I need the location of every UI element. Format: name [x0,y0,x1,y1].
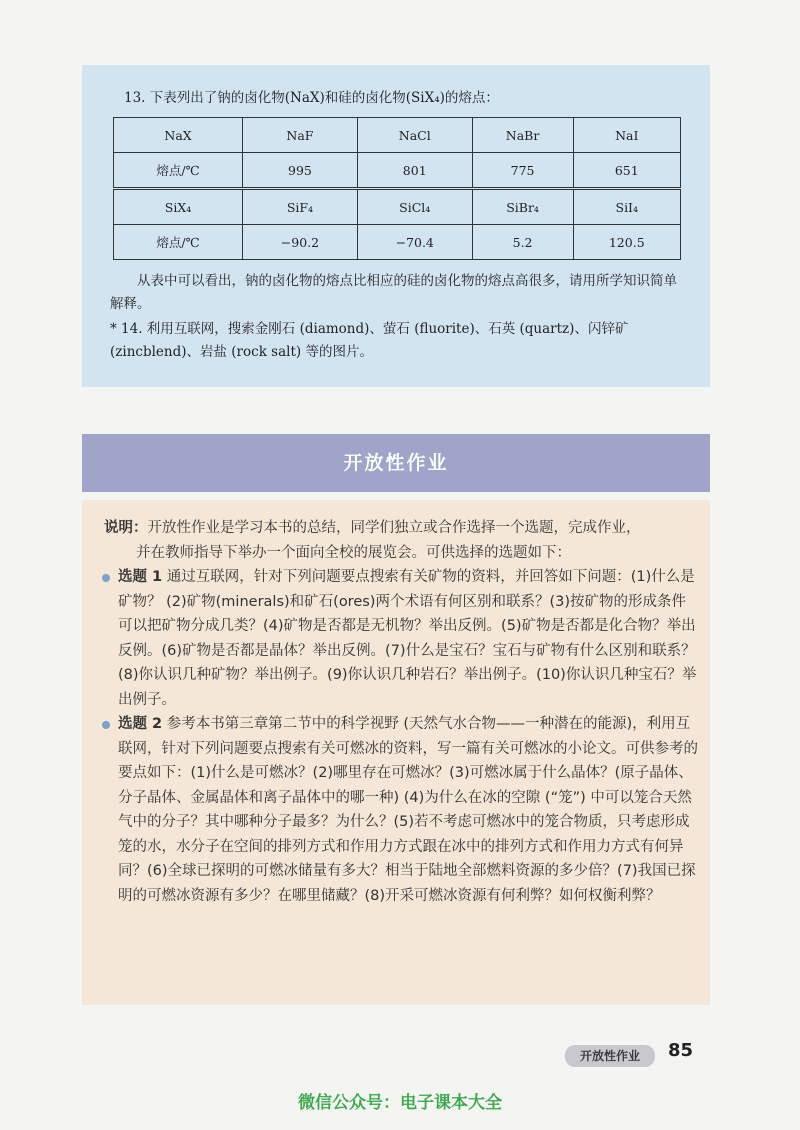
bullet-icon [102,574,110,582]
bullet-icon [102,721,110,729]
table-cell: −70.4 [357,225,472,260]
topic-1-label: 选题 1 [118,569,163,585]
table-cell: 熔点/℃ [114,153,243,189]
table-row [114,153,681,189]
footer-section-tab: 开放性作业 [565,1045,655,1067]
section-title: 开放性作业 [343,452,449,474]
exercise-13-intro: 13. 下表列出了钠的卤化物(NaX)和硅的卤化物(SiX₄)的熔点： [124,90,499,106]
table-cell: 995 [243,153,358,189]
table-cell: −90.2 [243,225,358,260]
note-line-1 [104,516,700,541]
table-cell: NaI [573,118,680,153]
table-cell: NaX [114,118,243,153]
exercise-14-text: * 14. 利用互联网，搜索金刚石 (diamond)、萤石 (fluorite)、石英 (quartz)、闪锌矿 (zincblend)、岩盐 (rock salt) 等的图片。 [110,321,629,360]
page-number: 85 [668,1040,694,1061]
table-cell: 651 [573,153,680,189]
table-cell: NaF [243,118,358,153]
table-cell: NaBr [472,118,573,153]
exercise-13-question: 从表中可以看出，钠的卤化物的熔点比相应的硅的卤化物的熔点高很多，请用所学知识简单解释。 [110,273,677,312]
table-cell: 775 [472,153,573,189]
note-text-2: 并在教师指导下举办一个面向全校的展览会。可供选择的选题如下： [136,544,571,561]
table-cell: SiF₄ [243,189,358,225]
table-cell: 801 [357,153,472,189]
table-cell: SiCl₄ [357,189,472,225]
table-cell: SiX₄ [114,189,243,225]
topic-2-text: 参考本书第三章第二节中的科学视野 (天然气水合物——一种潜在的能源)，利用互联网，针对下列问题要点搜索有关可燃冰的资料，写一篇有关可燃冰的小论文。可供参考的要点如下：(1)什么是可燃冰？(2)哪里存在可燃冰？(3)可燃冰属于什么晶体？(原子晶体、分子晶体、金属晶体和离子晶体中的哪一种) (4)为什么在冰的空隙 (“笼”) 中可以笼合天然气中的分子？其中哪种分子最多？为什么？(5)若不考虑可燃冰中的笼合物质，只考虑形成笼的水，水分子在空间的排列方式和作用力方式跟在冰中的排列方式和作用力方式有何异同？(6)全球已探明的可燃冰储量有多大？相当于陆地全部燃料资源的多少倍？(7)我国已探明的可燃冰资源有多少？在哪里储藏？(8)开采可燃冰资源有何利弊？如何权衡利弊？ [118,716,698,904]
topic-1 [104,565,700,712]
table-row [114,225,681,260]
topic-2-label: 选题 2 [118,716,163,732]
topic-2 [104,712,700,908]
exercise-panel [82,65,710,387]
melting-point-table [113,117,681,260]
table-cell: 5.2 [472,225,573,260]
section-banner [82,434,710,492]
note-text-1: 开放性作业是学习本书的总结，同学们独立或合作选择一个选题，完成作业， [147,520,641,536]
table-row [114,189,681,225]
table-row [114,118,681,153]
table-cell: SiI₄ [573,189,680,225]
note-label: 说明： [104,520,148,536]
table-cell: NaCl [357,118,472,153]
table-cell: SiBr₄ [472,189,573,225]
table-cell: 熔点/℃ [114,225,243,260]
watermark-text: 微信公众号：电子课本大全 [298,1093,502,1113]
table-cell: 120.5 [573,225,680,260]
topic-1-text: 通过互联网，针对下列问题要点搜索有关矿物的资料，并回答如下问题：(1)什么是矿物？ (2)矿物(minerals)和矿石(ores)两个术语有何区别和联系？(3)按矿物的形成条件可以把矿物分成几类？(4)矿物是否都是无机物？举出反例。(5)矿物是否都是化合物？举出反例。(6)矿物是否都是晶体？举出反例。(7)什么是宝石？宝石与矿物有什么区别和联系？(8)你认识几种矿物？举出例子。(9)你认识几种岩石？举出例子。(10)你认识几种宝石？举出例子。 [118,569,697,708]
open-homework-panel [82,500,710,1005]
